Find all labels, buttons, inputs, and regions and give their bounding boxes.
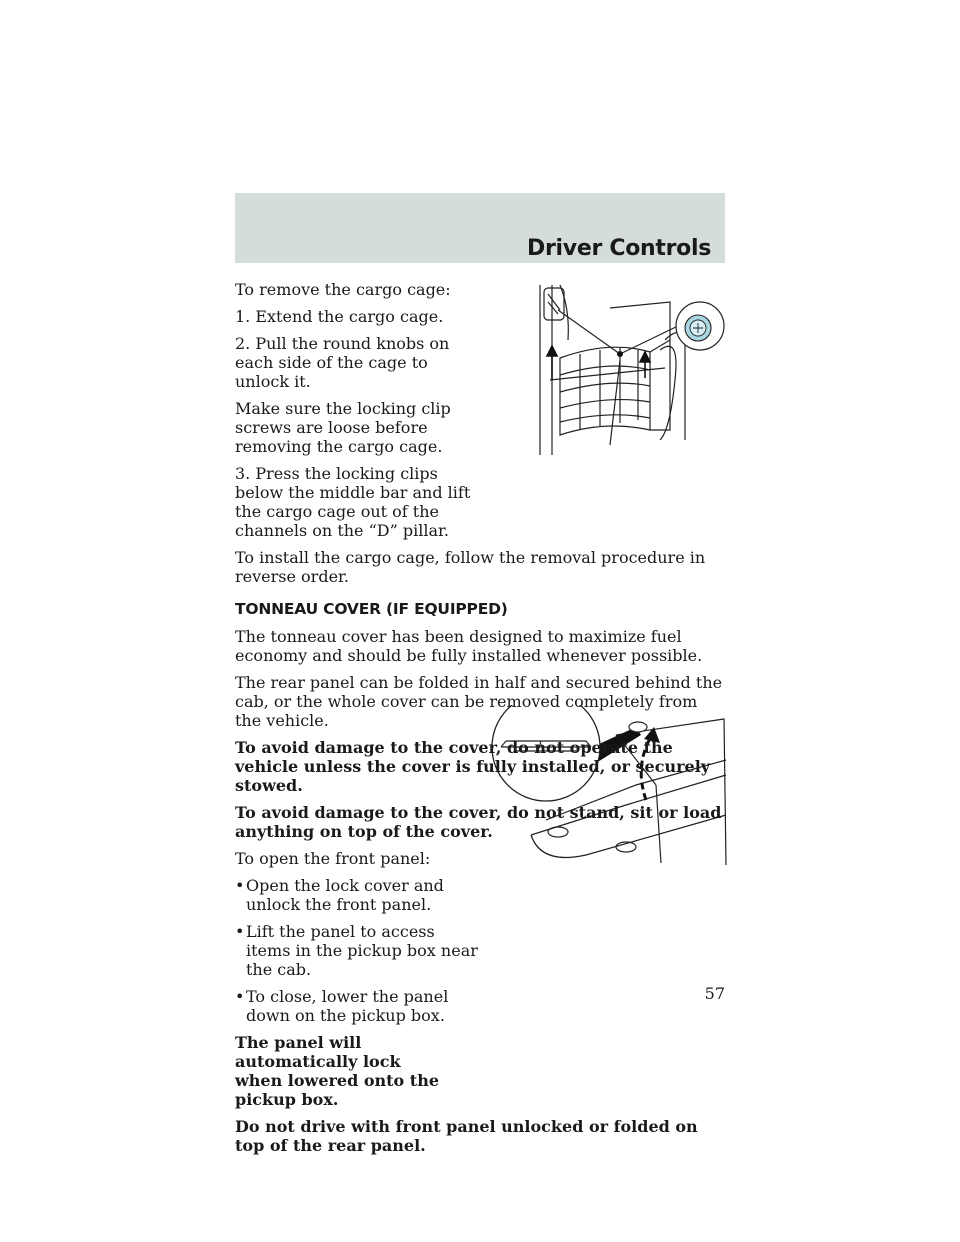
cargo-cage-step-2: 2. Pull the round knobs on each side of the cage to unlock it. bbox=[235, 334, 450, 391]
list-item-text: Lift the panel to access items in the pickup box near the cab. bbox=[246, 922, 478, 979]
tonneau-warning-2: To avoid damage to the cover, do not stand, sit or load anything on top of the cover. bbox=[235, 803, 722, 841]
bullet-icon: • bbox=[235, 876, 245, 895]
page-number: 57 bbox=[704, 984, 725, 1003]
list-item bbox=[235, 876, 480, 914]
open-front-panel-intro: To open the front panel: bbox=[235, 849, 431, 868]
tonneau-paragraph-2: The rear panel can be folded in half and secured behind the cab, or the whole cover can be removed completely from the vehicle. bbox=[235, 673, 723, 730]
list-item bbox=[235, 922, 480, 979]
list-item bbox=[235, 987, 480, 1025]
cargo-cage-step-3: 3. Press the locking clips below the middle bar and lift the cargo cage out of the channels on the “D” pillar. bbox=[235, 464, 471, 540]
section-title: Driver Controls bbox=[527, 236, 711, 261]
cargo-cage-step-1: 1. Extend the cargo cage. bbox=[235, 307, 444, 326]
cargo-cage-install: To install the cargo cage, follow the removal procedure in reverse order. bbox=[235, 548, 706, 586]
cargo-cage-note: Make sure the locking clip screws are loose before removing the cargo cage. bbox=[235, 399, 451, 456]
tonneau-paragraph-1: The tonneau cover has been designed to maximize fuel economy and should be fully installed whenever possible. bbox=[235, 627, 703, 665]
section-header-band bbox=[235, 193, 725, 263]
tonneau-warning-1: To avoid damage to the cover, do not operate the vehicle unless the cover is fully installed, or securely stowed. bbox=[235, 738, 711, 795]
list-item-text: Open the lock cover and unlock the front panel. bbox=[246, 876, 444, 914]
page-content bbox=[235, 280, 725, 1163]
auto-lock-note: The panel will automatically lock when lowered onto the pickup box. bbox=[235, 1033, 439, 1109]
final-warning: Do not drive with front panel unlocked or folded on top of the rear panel. bbox=[235, 1117, 698, 1155]
bullet-icon: • bbox=[235, 987, 245, 1006]
list-item-text: To close, lower the panel down on the pickup box. bbox=[246, 987, 449, 1025]
cargo-cage-intro: To remove the cargo cage: bbox=[235, 280, 451, 299]
bullet-icon: • bbox=[235, 922, 245, 941]
tonneau-heading: TONNEAU COVER (IF EQUIPPED) bbox=[235, 600, 508, 618]
